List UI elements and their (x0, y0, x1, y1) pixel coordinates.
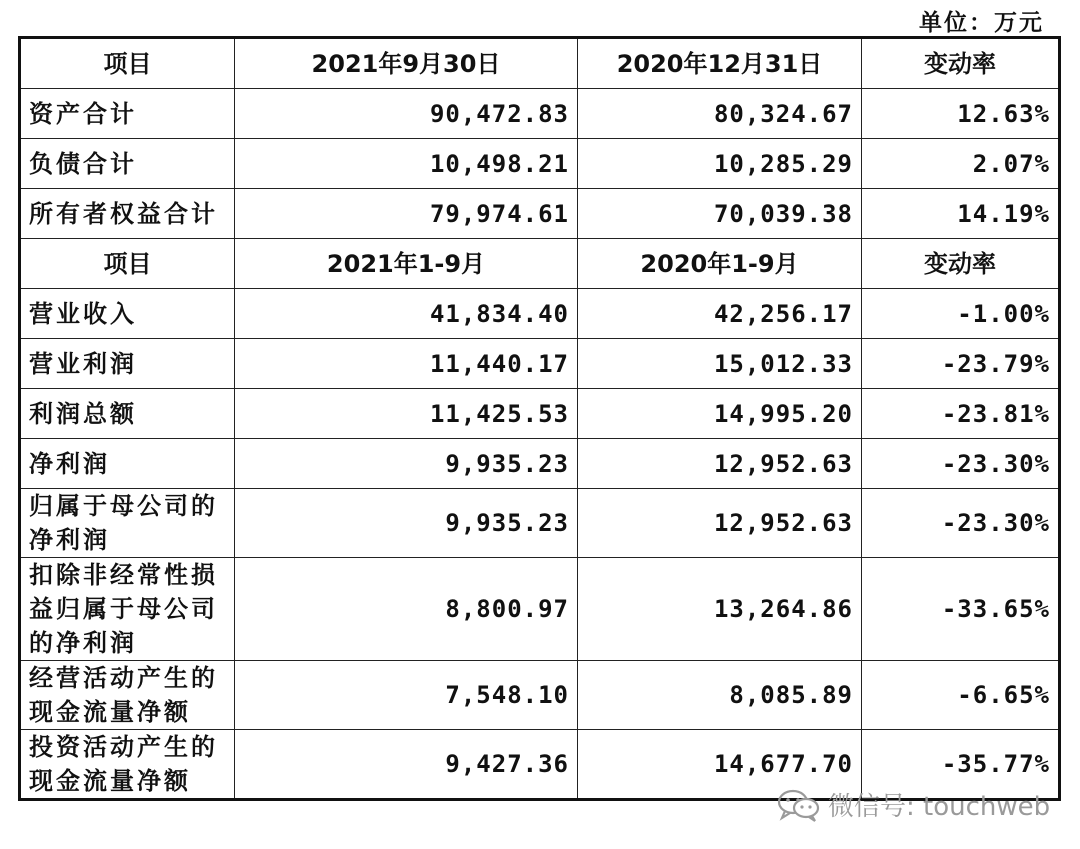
watermark-text: 微信号: touchweb (828, 792, 1051, 822)
rate-cell: -23.81% (862, 389, 1060, 439)
value-cell: 8,085.89 (578, 661, 862, 730)
value-cell: 13,264.86 (578, 558, 862, 661)
value-cell: 42,256.17 (578, 289, 862, 339)
value-cell: 9,935.23 (235, 489, 578, 558)
value-cell: 9,427.36 (235, 730, 578, 800)
header-cell-2021-jan-sep: 2021年1-9月 (235, 239, 578, 289)
rate-cell: -23.79% (862, 339, 1060, 389)
table-row (20, 489, 1060, 558)
value-cell: 12,952.63 (578, 439, 862, 489)
value-cell: 8,800.97 (235, 558, 578, 661)
value-cell: 41,834.40 (235, 289, 578, 339)
value-cell: 80,324.67 (578, 89, 862, 139)
unit-label: 单位：万元 (919, 10, 1044, 36)
rate-cell: -23.30% (862, 489, 1060, 558)
row-label: 所有者权益合计 (20, 189, 235, 239)
row-label: 净利润 (20, 439, 235, 489)
table-header-row (20, 38, 1060, 89)
value-cell: 7,548.10 (235, 661, 578, 730)
rate-cell: -1.00% (862, 289, 1060, 339)
rate-cell: 2.07% (862, 139, 1060, 189)
wechat-icon (776, 788, 822, 822)
header-cell-change-rate: 变动率 (862, 38, 1060, 89)
table-row (20, 189, 1060, 239)
header-cell-2021-09-30: 2021年9月30日 (235, 38, 578, 89)
value-cell: 11,440.17 (235, 339, 578, 389)
header-cell-item: 项目 (20, 38, 235, 89)
header-cell-2020-12-31: 2020年12月31日 (578, 38, 862, 89)
watermark (776, 786, 1050, 823)
value-cell: 10,498.21 (235, 139, 578, 189)
row-label: 利润总额 (20, 389, 235, 439)
table-row (20, 339, 1060, 389)
row-label: 负债合计 (20, 139, 235, 189)
rate-cell: 14.19% (862, 189, 1060, 239)
header-cell-change-rate: 变动率 (862, 239, 1060, 289)
value-cell: 79,974.61 (235, 189, 578, 239)
value-cell: 9,935.23 (235, 439, 578, 489)
row-label: 营业收入 (20, 289, 235, 339)
rate-cell: -35.77% (862, 730, 1060, 800)
rate-cell: 12.63% (862, 89, 1060, 139)
rate-cell: -23.30% (862, 439, 1060, 489)
table-row (20, 389, 1060, 439)
table-row (20, 558, 1060, 661)
header-cell-2020-jan-sep: 2020年1-9月 (578, 239, 862, 289)
row-label: 投资活动产生的现金流量净额 (20, 730, 235, 800)
table-row (20, 439, 1060, 489)
value-cell: 10,285.29 (578, 139, 862, 189)
row-label: 扣除非经常性损益归属于母公司的净利润 (20, 558, 235, 661)
row-label: 营业利润 (20, 339, 235, 389)
row-label: 经营活动产生的现金流量净额 (20, 661, 235, 730)
value-cell: 15,012.33 (578, 339, 862, 389)
table-row (20, 139, 1060, 189)
header-cell-item: 项目 (20, 239, 235, 289)
table-row (20, 89, 1060, 139)
value-cell: 14,677.70 (578, 730, 862, 800)
table-row (20, 289, 1060, 339)
value-cell: 11,425.53 (235, 389, 578, 439)
rate-cell: -6.65% (862, 661, 1060, 730)
row-label: 资产合计 (20, 89, 235, 139)
table-header-row (20, 239, 1060, 289)
value-cell: 14,995.20 (578, 389, 862, 439)
row-label: 归属于母公司的净利润 (20, 489, 235, 558)
financial-summary-table (18, 36, 1061, 801)
value-cell: 70,039.38 (578, 189, 862, 239)
rate-cell: -33.65% (862, 558, 1060, 661)
value-cell: 12,952.63 (578, 489, 862, 558)
value-cell: 90,472.83 (235, 89, 578, 139)
table-row (20, 661, 1060, 730)
